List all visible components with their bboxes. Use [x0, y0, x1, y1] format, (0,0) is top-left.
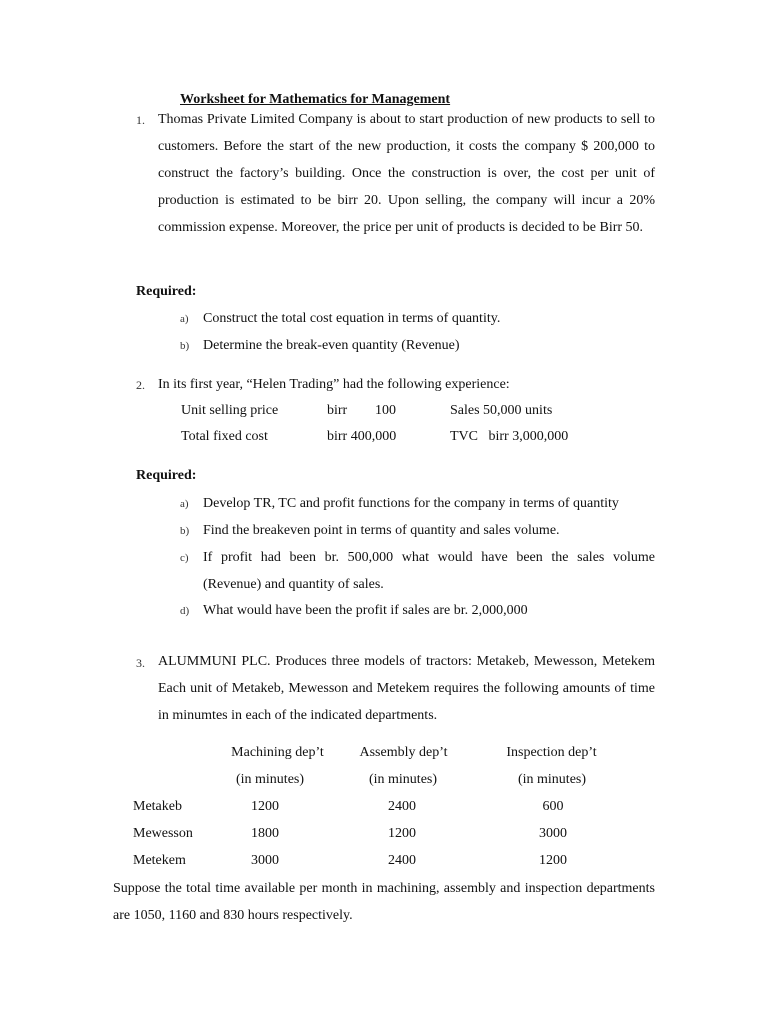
- table-row-name: Metekem: [133, 853, 186, 868]
- table-cell: 2400: [388, 799, 416, 814]
- table-row-name: Metakeb: [133, 799, 182, 814]
- q1-item-b-letter: b): [180, 340, 190, 352]
- table-cell: 1200: [388, 826, 416, 841]
- q2-required-label: Required:: [136, 468, 197, 483]
- q2-item-d-letter: d): [180, 605, 190, 617]
- q2-row1-unit: birr: [327, 403, 348, 418]
- table-cell: 1800: [251, 826, 279, 841]
- table-row-name: Mewesson: [133, 826, 193, 841]
- table-subheader-assembly: (in minutes): [368, 772, 438, 787]
- q1-item-b-text: Determine the break-even quantity (Revenue): [203, 338, 460, 353]
- q2-row1-label: Unit selling price: [181, 403, 279, 418]
- question-2-number: 2.: [136, 378, 145, 392]
- table-subheader-machining: (in minutes): [235, 772, 305, 787]
- table-subheader-inspection: (in minutes): [517, 772, 587, 787]
- page-title: Worksheet for Mathematics for Management: [180, 92, 451, 107]
- question-1-text: Thomas Private Limited Company is about to start production of new products to sell to customers. Before the start of the new production, it costs the company $ 200,000 to construct the factory’s building. Once the construction is over, the cost per unit of production is estimated to be birr 20. Upon selling, the company will incur a 20% commission expense. Moreover, the price per unit of products is decided to be Birr 50.: [158, 112, 655, 235]
- q2-item-a-text: Develop TR, TC and profit functions for the company in terms of quantity: [203, 496, 619, 511]
- q1-item-a-letter: a): [180, 313, 189, 325]
- q2-row2-label: Total fixed cost: [181, 429, 268, 444]
- q2-item-c-text: If profit had been br. 500,000 what would have been the sales volume (Revenue) and quantity of sales.: [203, 550, 655, 592]
- table-cell: 2400: [388, 853, 416, 868]
- q2-item-d-text: What would have been the profit if sales are br. 2,000,000: [203, 603, 528, 618]
- q2-item-c-letter: c): [180, 552, 189, 564]
- table-cell: 3000: [251, 853, 279, 868]
- q2-row1-value: 100: [375, 403, 396, 418]
- table-header-inspection: Inspection dep’t: [506, 745, 597, 760]
- table-header-machining: Machining dep’t: [231, 745, 324, 760]
- question-3-number: 3.: [136, 656, 145, 670]
- q2-item-b-text: Find the breakeven point in terms of quantity and sales volume.: [203, 523, 560, 538]
- question-3-text: ALUMMUNI PLC. Produces three models of tractors: Metakeb, Mewesson, Metekem Each unit of Metakeb, Mewesson and Metekem requires the following amounts of time in minumtes in each of the indicated departments.: [158, 654, 655, 723]
- q2-item-a-letter: a): [180, 498, 189, 510]
- question-2-text: In its first year, “Helen Trading” had the following experience:: [158, 377, 510, 392]
- table-cell: 3000: [539, 826, 567, 841]
- table-cell: 1200: [539, 853, 567, 868]
- q1-item-a-text: Construct the total cost equation in terms of quantity.: [203, 311, 501, 326]
- q2-row2-right: TVC birr 3,000,000: [450, 429, 569, 444]
- question-1-number: 1.: [136, 113, 145, 127]
- table-header-assembly: Assembly dep’t: [359, 745, 448, 760]
- q2-item-b-letter: b): [180, 525, 190, 537]
- question-3-footer: Suppose the total time available per month in machining, assembly and inspection departments are 1050, 1160 and 830 hours respectively.: [113, 881, 655, 923]
- q2-row1-right: Sales 50,000 units: [450, 403, 553, 418]
- q2-row2-value: birr 400,000: [327, 429, 397, 444]
- table-cell: 1200: [251, 799, 279, 814]
- table-cell: 600: [542, 799, 564, 814]
- q1-required-label: Required:: [136, 284, 197, 299]
